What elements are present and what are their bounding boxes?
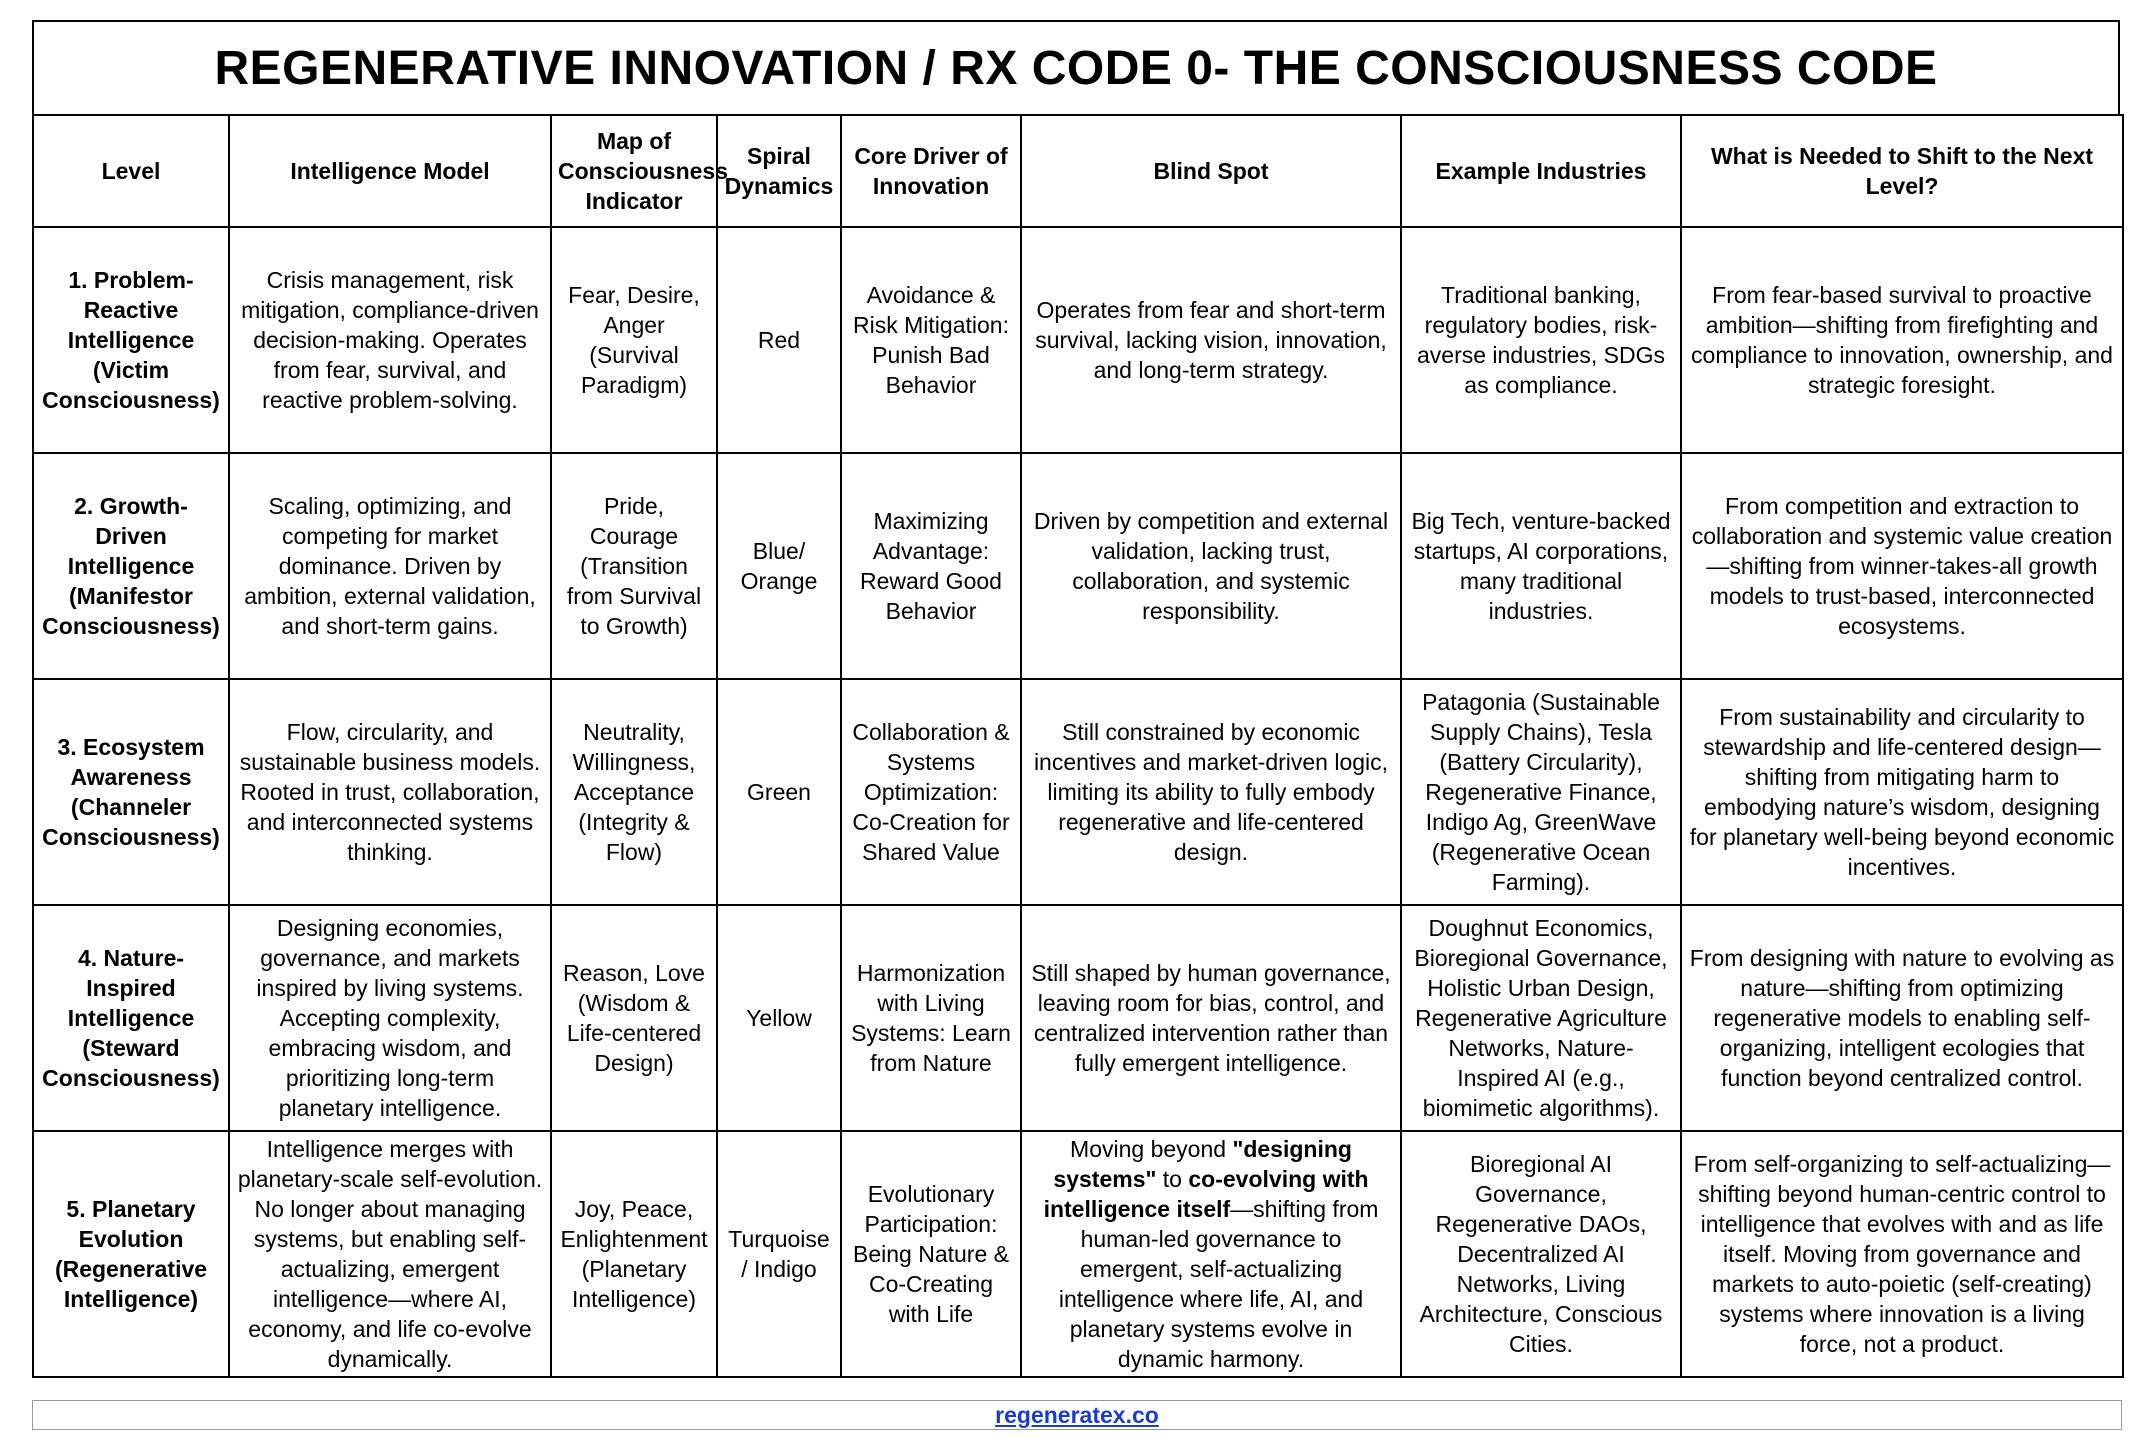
shift-cell: From designing with nature to evolving as nature—shifting from optimizing regenerative models to enabling self-organizing, intelligent ecologies that function beyond centralized control. bbox=[1681, 905, 2123, 1131]
blind-spot-cell: Still shaped by human governance, leaving room for bias, control, and centralized intervention rather than fully emergent intelligence. bbox=[1021, 905, 1401, 1131]
header-spiral-dynamics: Spiral Dynamics bbox=[717, 115, 841, 227]
blind-spot-emphasis: "designing systems" bbox=[1053, 1136, 1352, 1192]
blind-spot-cell: Operates from fear and short-term survival, lacking vision, innovation, and long-term strategy. bbox=[1021, 227, 1401, 453]
header-shift-needed: What is Needed to Shift to the Next Level? bbox=[1681, 115, 2123, 227]
core-driver-cell: Evolutionary Participation: Being Nature & Co-Creating with Life bbox=[841, 1131, 1021, 1377]
header-intelligence-model: Intelligence Model bbox=[229, 115, 551, 227]
intelligence-model-cell: Scaling, optimizing, and competing for market dominance. Driven by ambition, external validation, and short-term gains. bbox=[229, 453, 551, 679]
blind-spot-text: Moving beyond bbox=[1070, 1136, 1233, 1162]
spiral-cell: Green bbox=[717, 679, 841, 905]
table-row bbox=[33, 453, 2123, 679]
page-title: REGENERATIVE INNOVATION / RX CODE 0- THE CONSCIOUSNESS CODE bbox=[32, 20, 2120, 116]
header-blind-spot: Blind Spot bbox=[1021, 115, 1401, 227]
level-cell: 4. Nature-Inspired Intelligence (Steward Consciousness) bbox=[33, 905, 229, 1131]
industries-cell: Doughnut Economics, Bioregional Governance, Holistic Urban Design, Regenerative Agriculture Networks, Nature-Inspired AI (e.g., biomimetic algorithms). bbox=[1401, 905, 1681, 1131]
header-core-driver: Core Driver of Innovation bbox=[841, 115, 1021, 227]
header-level: Level bbox=[33, 115, 229, 227]
blind-spot-text: —shifting from human-led governance to emergent, self-actualizing intelligence where life, AI, and planetary systems evolve in dynamic harmony. bbox=[1058, 1196, 1379, 1372]
spiral-cell: Red bbox=[717, 227, 841, 453]
footer bbox=[32, 1400, 2122, 1430]
header-example-industries: Example Industries bbox=[1401, 115, 1681, 227]
map-indicator-cell: Pride, Courage (Transition from Survival to Growth) bbox=[551, 453, 717, 679]
level-cell: 3. Ecosystem Awareness (Channeler Consciousness) bbox=[33, 679, 229, 905]
spiral-cell: Blue/ Orange bbox=[717, 453, 841, 679]
industries-cell: Bioregional AI Governance, Regenerative DAOs, Decentralized AI Networks, Living Architecture, Conscious Cities. bbox=[1401, 1131, 1681, 1377]
map-indicator-cell: Joy, Peace, Enlightenment (Planetary Intelligence) bbox=[551, 1131, 717, 1377]
blind-spot-cell: Still constrained by economic incentives and market-driven logic, limiting its ability to fully embody regenerative and life-centered design. bbox=[1021, 679, 1401, 905]
intelligence-model-cell: Intelligence merges with planetary-scale self-evolution. No longer about managing systems, but enabling self-actualizing, emergent intelligence—where AI, economy, and life co-evolve dynamically. bbox=[229, 1131, 551, 1377]
header-row bbox=[33, 115, 2123, 227]
intelligence-model-cell: Designing economies, governance, and markets inspired by living systems. Accepting complexity, embracing wisdom, and prioritizing long-term planetary intelligence. bbox=[229, 905, 551, 1131]
industries-cell: Patagonia (Sustainable Supply Chains), Tesla (Battery Circularity), Regenerative Finance, Indigo Ag, GreenWave (Regenerative Ocean Farming). bbox=[1401, 679, 1681, 905]
shift-cell: From sustainability and circularity to stewardship and life-centered design—shifting from mitigating harm to embodying nature’s wisdom, designing for planetary well-being beyond economic incentives. bbox=[1681, 679, 2123, 905]
industries-cell: Big Tech, venture-backed startups, AI corporations, many traditional industries. bbox=[1401, 453, 1681, 679]
level-cell: 2. Growth-Driven Intelligence (Manifestor Consciousness) bbox=[33, 453, 229, 679]
blind-spot-text: to bbox=[1156, 1166, 1189, 1192]
document-sheet bbox=[32, 20, 2122, 1430]
website-link[interactable]: regeneratex.co bbox=[995, 1401, 1159, 1428]
intelligence-model-cell: Crisis management, risk mitigation, compliance-driven decision-making. Operates from fear, survival, and reactive problem-solving. bbox=[229, 227, 551, 453]
table-row bbox=[33, 679, 2123, 905]
map-indicator-cell: Fear, Desire, Anger (Survival Paradigm) bbox=[551, 227, 717, 453]
blind-spot-cell bbox=[1021, 1131, 1401, 1377]
core-driver-cell: Maximizing Advantage: Reward Good Behavior bbox=[841, 453, 1021, 679]
table-row bbox=[33, 905, 2123, 1131]
map-indicator-cell: Reason, Love (Wisdom & Life-centered Design) bbox=[551, 905, 717, 1131]
spiral-cell: Yellow bbox=[717, 905, 841, 1131]
level-cell: 1. Problem-Reactive Intelligence (Victim Consciousness) bbox=[33, 227, 229, 453]
table-row bbox=[33, 227, 2123, 453]
shift-cell: From self-organizing to self-actualizing—shifting beyond human-centric control to intelligence that evolves with and as life itself. Moving from governance and markets to auto-poietic (self-creating) systems where innovation is a living force, not a product. bbox=[1681, 1131, 2123, 1377]
map-indicator-cell: Neutrality, Willingness, Acceptance (Integrity & Flow) bbox=[551, 679, 717, 905]
intelligence-model-cell: Flow, circularity, and sustainable business models. Rooted in trust, collaboration, and interconnected systems thinking. bbox=[229, 679, 551, 905]
table-row bbox=[33, 1131, 2123, 1377]
consciousness-code-table bbox=[32, 114, 2124, 1378]
blind-spot-emphasis: co-evolving with intelligence itself bbox=[1043, 1166, 1369, 1222]
shift-cell: From competition and extraction to collaboration and systemic value creation—shifting from winner-takes-all growth models to trust-based, interconnected ecosystems. bbox=[1681, 453, 2123, 679]
core-driver-cell: Collaboration & Systems Optimization: Co-Creation for Shared Value bbox=[841, 679, 1021, 905]
spiral-cell: Turquoise / Indigo bbox=[717, 1131, 841, 1377]
shift-cell: From fear-based survival to proactive ambition—shifting from firefighting and compliance to innovation, ownership, and strategic foresight. bbox=[1681, 227, 2123, 453]
industries-cell: Traditional banking, regulatory bodies, risk-averse industries, SDGs as compliance. bbox=[1401, 227, 1681, 453]
header-map-of-consciousness: Map of Consciousness Indicator bbox=[551, 115, 717, 227]
level-cell: 5. Planetary Evolution (Regenerative Intelligence) bbox=[33, 1131, 229, 1377]
blind-spot-cell: Driven by competition and external validation, lacking trust, collaboration, and systemic responsibility. bbox=[1021, 453, 1401, 679]
core-driver-cell: Avoidance & Risk Mitigation: Punish Bad Behavior bbox=[841, 227, 1021, 453]
core-driver-cell: Harmonization with Living Systems: Learn from Nature bbox=[841, 905, 1021, 1131]
